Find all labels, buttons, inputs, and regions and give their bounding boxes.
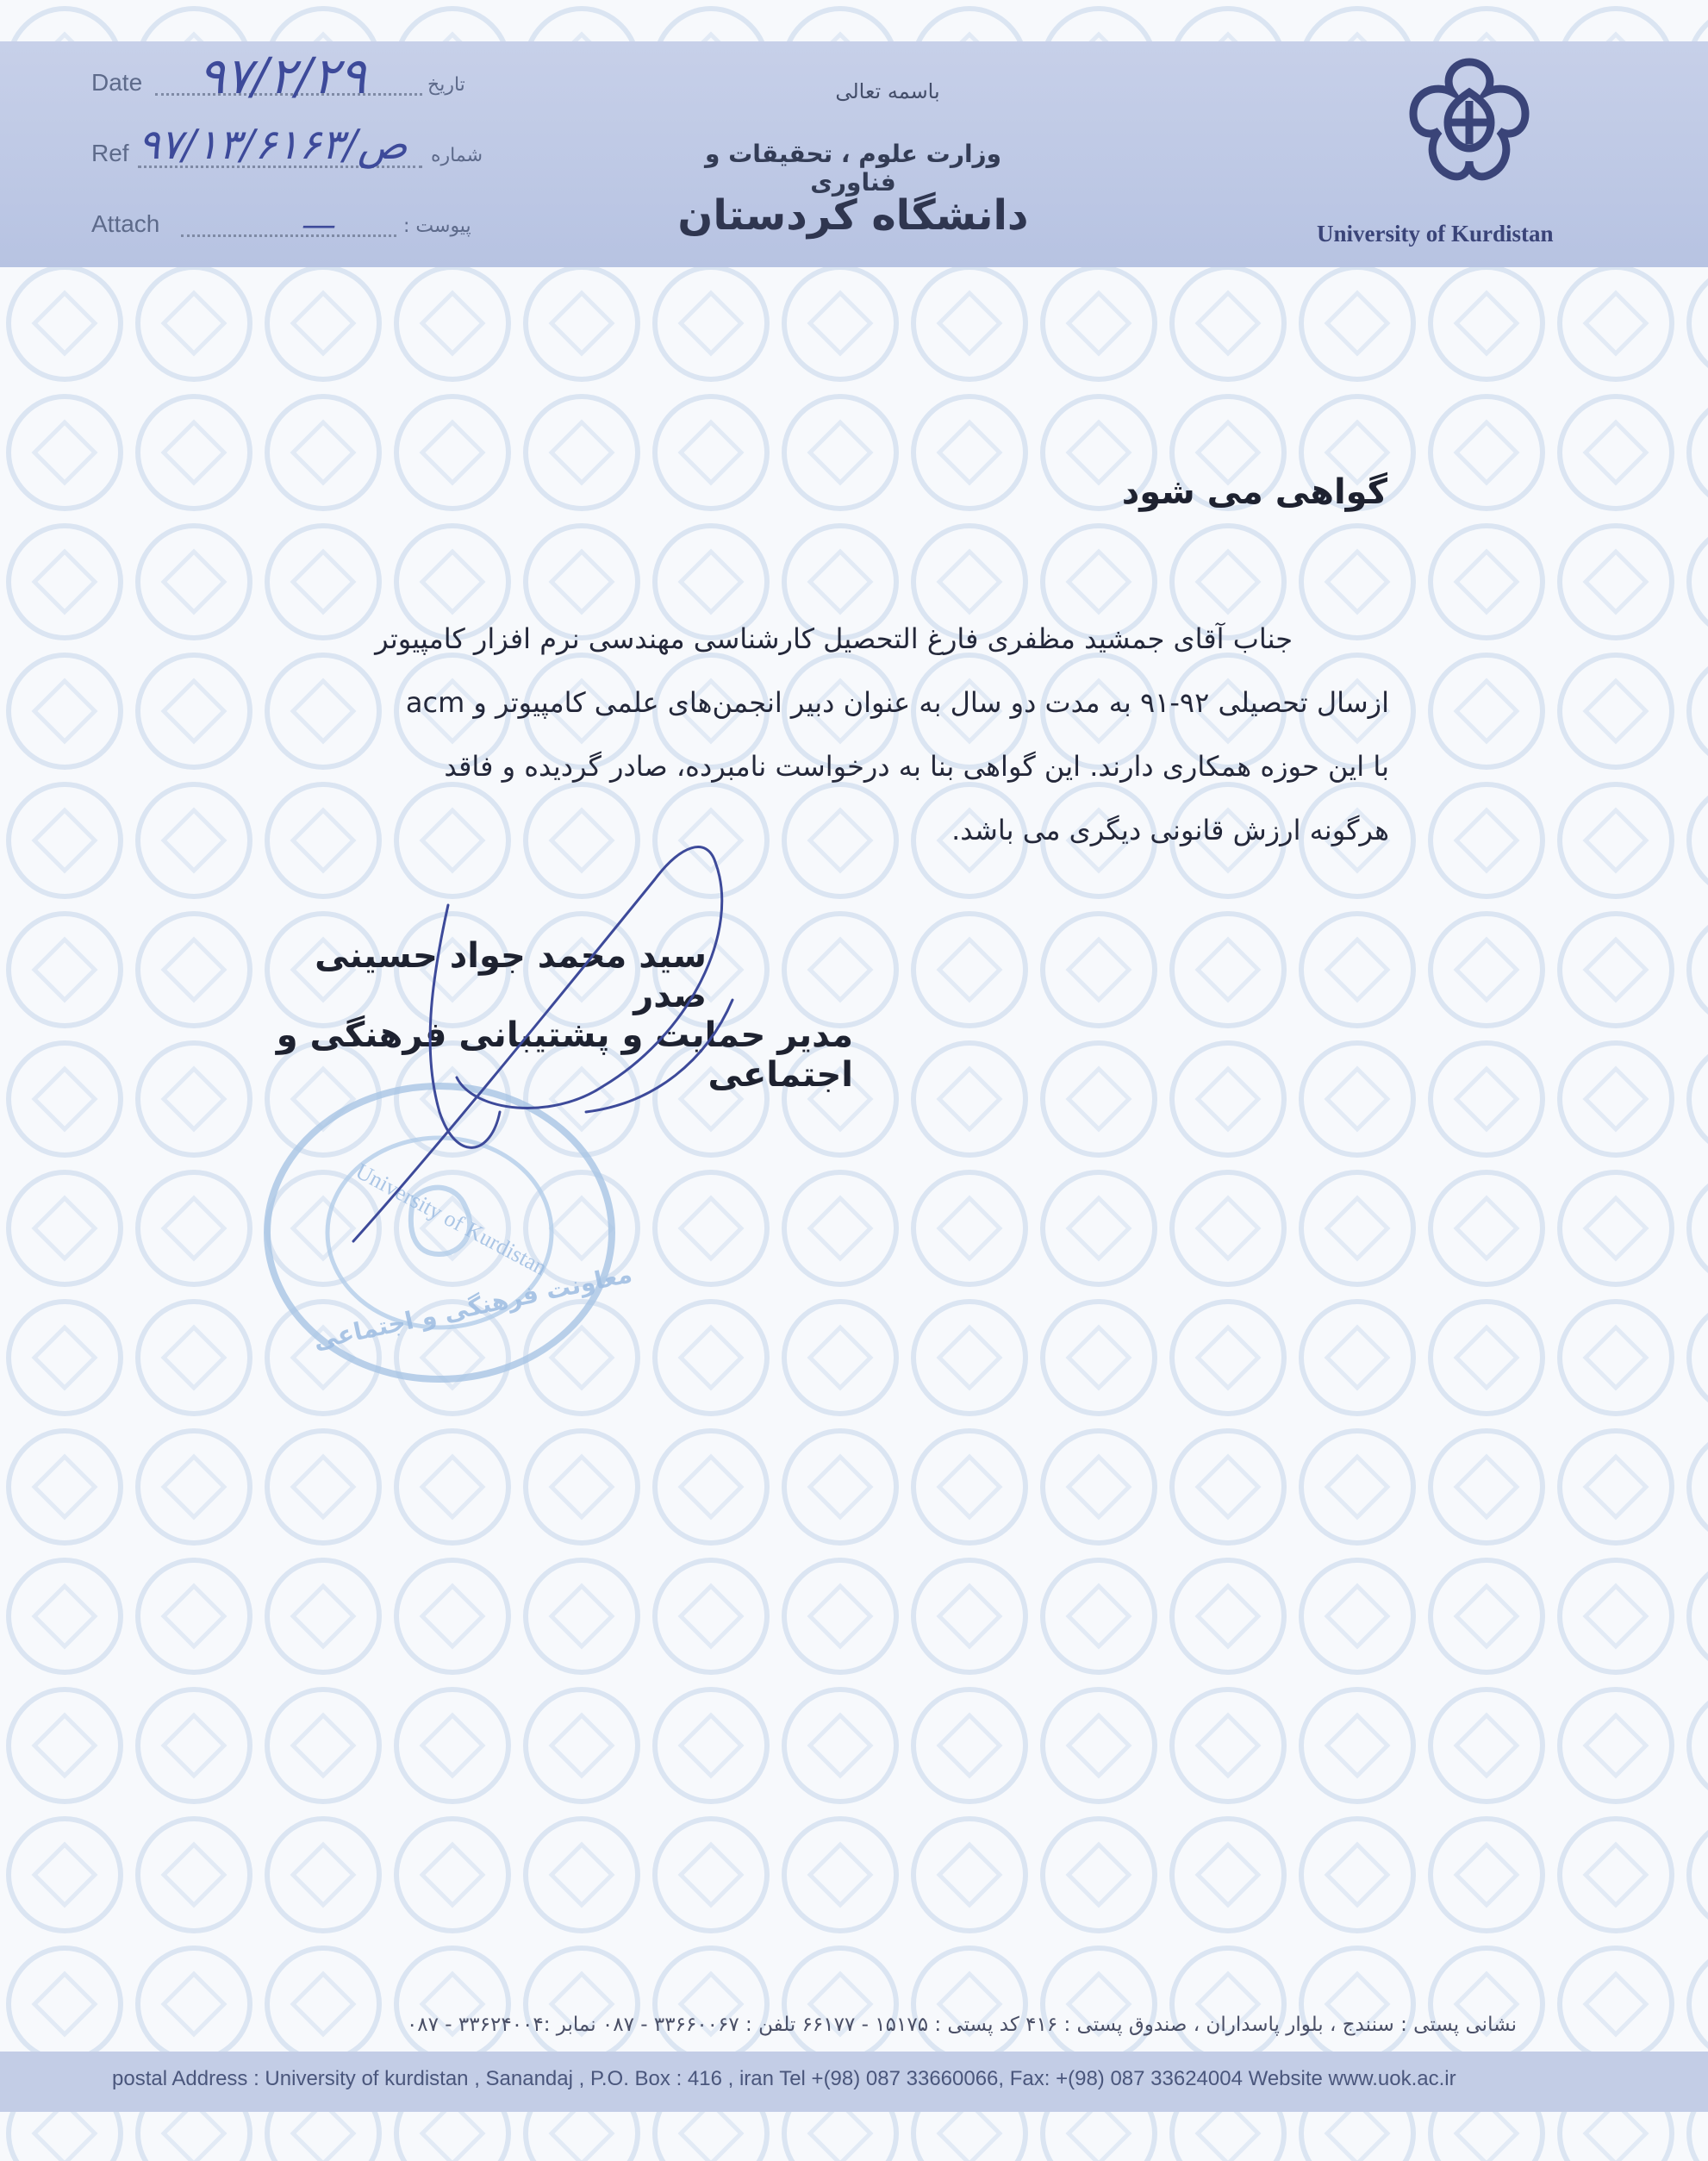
university-name-fa: دانشگاه کردستان [677,191,1029,240]
date-label-en: Date [91,69,143,96]
ref-label-fa: شماره [431,145,483,166]
footer-address-fa: نشانی پستی : سنندج ، بلوار پاسداران ، صندوق پستی : ۴۱۶ کد پستی : ۱۵۱۷۵ - ۶۶۱۷۷ تلفن : ۳۳۶۶۰۰۶۷ - ۰۸۷ نمابر :۳۳۶۲۴۰۰۴ - ۰۸۷ [406,2014,1517,2036]
signatory-title: مدیر حمایت و پشتیبانی فرهنگی و اجتماعی [276,1015,853,1095]
attach-label-en: Attach [91,210,160,237]
body-line-3: با این حوزه همکاری دارند. این گواهی بنا به درخواست نامبرده، صادر گردیده و فاقد [444,750,1389,783]
ref-label-en: Ref [91,140,129,166]
attach-label-fa: پیوست : [403,215,471,237]
certificate-title: گواهی می شود [1121,472,1387,512]
body-line-4: هرگونه ارزش قانونی دیگری می باشد. [951,814,1389,846]
bismillah-text: باسمه تعالی [835,79,940,103]
stamp-text-en: University of Kurdistan [351,1158,552,1281]
attach-dotted-line [181,234,396,237]
ministry-name: وزارت علوم ، تحقیقات و فناوری [704,140,1002,197]
signatory-name: سید محمد جواد حسینی صدر [315,936,707,1015]
body-line-2: ازسال تحصیلی ۹۲-۹۱ به مدت دو سال به عنوان دبیر انجمن‌های علمی کامپیوتر و acm [405,686,1389,719]
stamp-text-fa: معاونت فرهنگی و اجتماعی [310,1259,635,1355]
date-label-fa: تاریخ [427,74,465,96]
ref-handwritten-value: ص/۹۷/۱۳/۶۱۶۳ [138,121,408,169]
university-logo-icon [1400,53,1538,200]
body-line-1: جناب آقای جمشید مظفری فارغ التحصیل کارشناسی مهندسی نرم افزار کامپیوتر [375,622,1293,655]
handwritten-signature [327,828,810,1259]
university-name-en: University of Kurdistan [1317,221,1554,247]
attach-handwritten-value: — [302,205,336,245]
footer-address-en: postal Address : University of kurdistan , Sanandaj , P.O. Box : 416 , iran Tel +(98) 087 33660066, Fax: +(98) 087 33624004 Website www.uok.ac.ir [112,2067,1456,2090]
date-handwritten-value: ۹۷/۲/۲۹ [198,47,366,105]
